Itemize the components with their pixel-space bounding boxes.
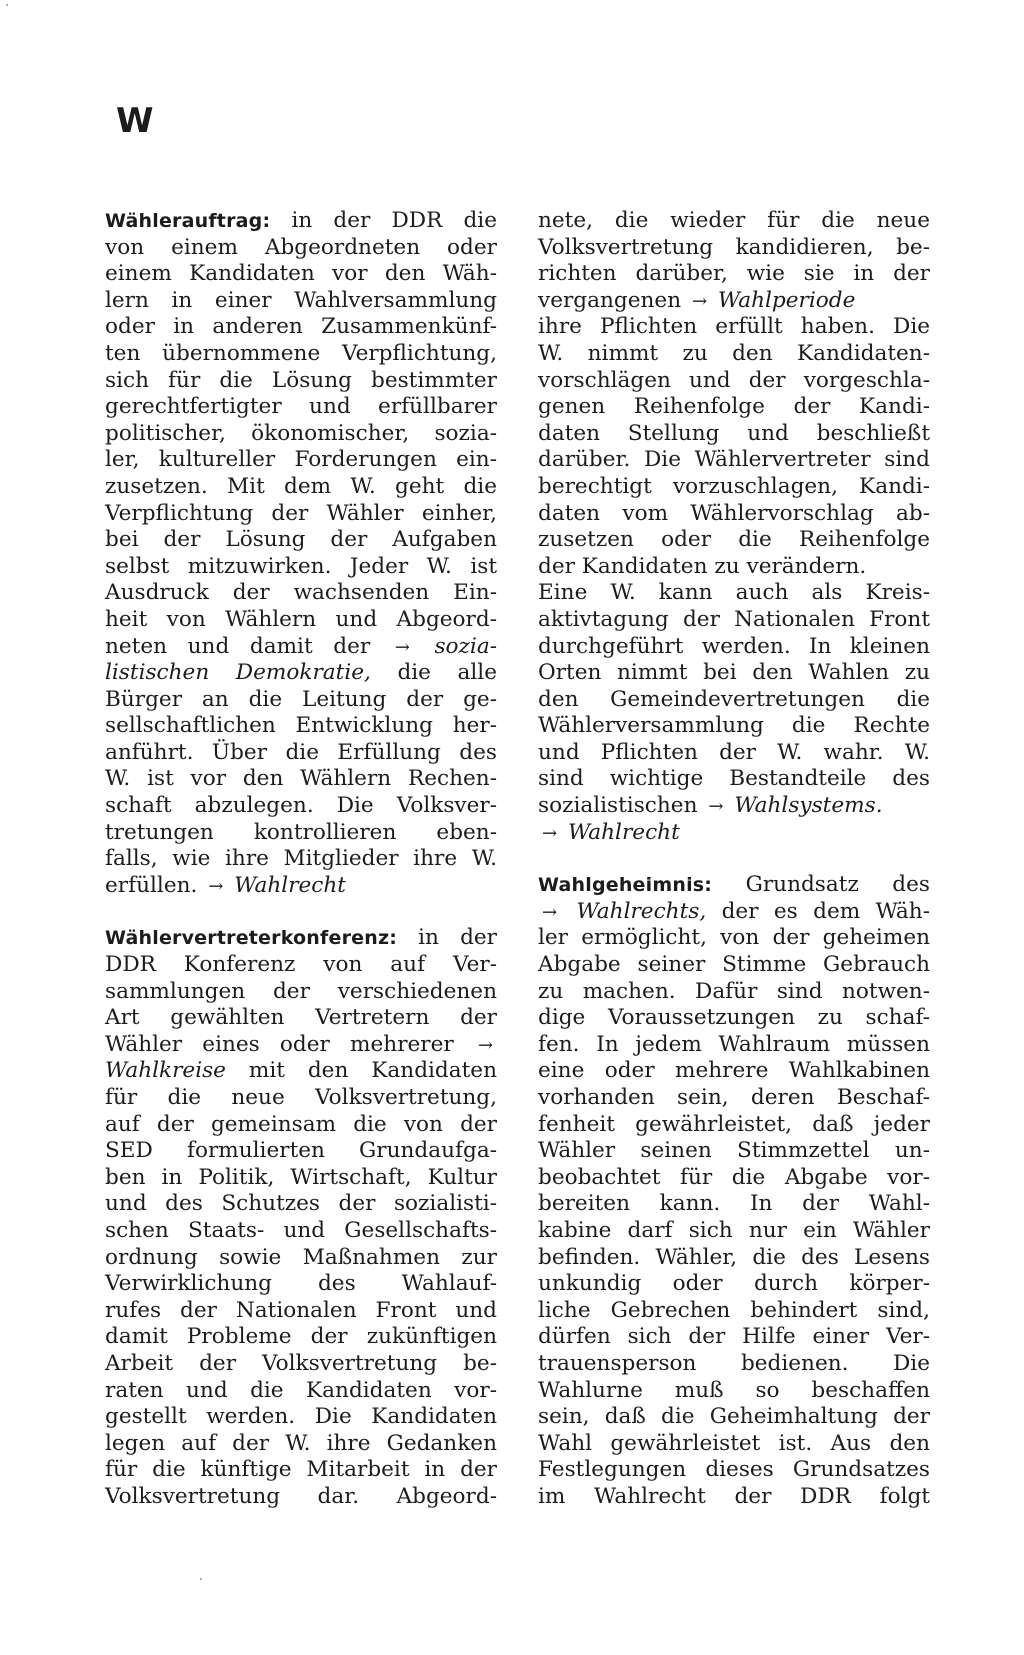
text-line [538, 368, 930, 395]
text-line [105, 341, 497, 368]
text-line [105, 740, 497, 767]
body-text: oder in anderen Zusammenkünf- [105, 314, 497, 340]
body-text: Ausdruck der wachsenden Ein- [105, 580, 497, 606]
body-text: der es dem Wäh- [706, 898, 930, 924]
right-text-column [538, 208, 930, 1511]
cross-reference-term: Wahlsystems. [727, 793, 883, 819]
body-text: anführt. Über die Erfüllung des [105, 739, 497, 765]
text-line [538, 1085, 930, 1112]
text-line [105, 1298, 497, 1325]
text-line [105, 1191, 497, 1218]
body-text: Bürger an die Leitung der ge- [105, 686, 497, 712]
text-line [105, 1005, 497, 1032]
text-line [538, 1324, 930, 1351]
body-text: ler, kultureller Forderungen ein- [105, 447, 497, 473]
text-line [538, 447, 930, 474]
body-text: legen auf der W. ihre Gedanken [105, 1430, 497, 1456]
body-text: daten vom Wählervorschlag ab- [538, 500, 930, 526]
text-line [105, 846, 497, 873]
text-line [105, 447, 497, 474]
body-text: für die neue Volksvertretung, [105, 1085, 497, 1110]
cross-reference-arrow-icon: → [208, 875, 224, 897]
body-text: im Wahlrecht der DDR folgt [538, 1483, 930, 1509]
body-text: ordnung sowie Maßnahmen zur [105, 1244, 497, 1270]
body-text: Festlegungen dieses Grundsatzes [538, 1457, 930, 1483]
body-text: vorschlägen und der vorgeschla- [538, 367, 930, 393]
text-line [105, 288, 497, 315]
text-line [538, 979, 930, 1006]
body-text: von einem Abgeordneten oder [105, 234, 497, 260]
body-text: zu machen. Dafür sind notwen- [538, 978, 930, 1004]
body-text: rufes der Nationalen Front und [105, 1297, 497, 1323]
cross-reference-term: listischen Demokratie, [105, 660, 371, 686]
text-line [105, 793, 497, 820]
body-text: Grundsatz des [712, 872, 930, 898]
text-line [538, 208, 930, 235]
text-line [105, 820, 497, 847]
body-text: und des Schutzes der sozialisti- [105, 1191, 497, 1217]
text-line [538, 1058, 930, 1085]
body-text: sellschaftlichen Entwicklung her- [105, 713, 497, 739]
text-line [538, 1005, 930, 1032]
text-line [538, 766, 930, 793]
body-text: dige Voraussetzungen zu schaf- [538, 1005, 930, 1031]
text-line [105, 501, 497, 528]
text-line [105, 1404, 497, 1431]
body-text: nete, die wieder für die neue [538, 208, 930, 233]
text-line [538, 1404, 930, 1431]
cross-reference-term: Wahlperiode [711, 287, 856, 313]
cross-reference-arrow-icon: → [542, 901, 558, 923]
body-text: Abgabe seiner Stimme Gebrauch [538, 952, 930, 978]
text-line [105, 208, 497, 235]
text-line [105, 314, 497, 341]
body-text: liche Gebrechen behindert sind, [538, 1297, 930, 1323]
text-line [105, 261, 497, 288]
body-text: lern in einer Wahlversammlung [105, 287, 497, 313]
body-text: ihre Pflichten erfüllt haben. Die [538, 314, 930, 340]
body-text: Wählerversammlung die Rechte [538, 713, 930, 739]
text-line [538, 660, 930, 687]
body-text: ten übernommene Verpflichtung, [105, 340, 497, 366]
text-line [105, 235, 497, 262]
text-line [538, 554, 930, 581]
text-line [105, 952, 497, 979]
body-text: durchgeführt werden. In kleinen [538, 633, 930, 659]
text-line [538, 899, 930, 926]
text-line [105, 1271, 497, 1298]
text-line [538, 235, 930, 262]
text-line [538, 1032, 930, 1059]
body-text: genen Reihenfolge der Kandi- [538, 394, 930, 420]
body-text: neten und damit der [105, 633, 391, 659]
body-text: sind wichtige Bestandteile des [538, 766, 930, 792]
text-line [105, 527, 497, 554]
text-line [538, 1218, 930, 1245]
text-line [105, 1484, 497, 1511]
body-text: Art gewählten Vertretern der [105, 1005, 497, 1031]
text-line [538, 580, 930, 607]
body-text: sich für die Lösung bestimmter [105, 367, 497, 393]
cross-reference-arrow-icon: → [394, 636, 410, 658]
text-line [538, 261, 930, 288]
text-line [538, 713, 930, 740]
body-text: SED formulierten Grundaufga- [105, 1138, 497, 1164]
text-line [105, 1138, 497, 1165]
text-line [105, 394, 497, 421]
body-text: trauensperson bedienen. Die [538, 1350, 930, 1376]
text-line [105, 660, 497, 687]
text-line [105, 1218, 497, 1245]
body-text: gestellt werden. Die Kandidaten [105, 1404, 497, 1430]
body-text: schaft abzulegen. Die Volksver- [105, 793, 497, 819]
text-line [105, 687, 497, 714]
body-text: vorhanden sein, deren Beschaf- [538, 1085, 930, 1110]
entry-gap [538, 846, 930, 872]
text-line [105, 1351, 497, 1378]
body-text: raten und die Kandidaten vor- [105, 1377, 497, 1403]
cross-reference-arrow-icon: → [708, 796, 724, 818]
body-text: Orten nimmt bei den Wahlen zu [538, 660, 930, 686]
body-text: tretungen kontrollieren eben- [105, 819, 497, 845]
body-text: eine oder mehrere Wahlkabinen [538, 1058, 930, 1084]
body-text: Verwirklichung des Wahlauf- [105, 1271, 497, 1297]
text-line [538, 1138, 930, 1165]
text-line [538, 872, 930, 899]
body-text: befinden. Wähler, die des Lesens [538, 1244, 930, 1270]
body-text: die alle [370, 660, 497, 686]
body-text: fenheit gewährleistet, daß jeder [538, 1111, 930, 1137]
text-line [105, 1165, 497, 1192]
body-text: in der DDR die [270, 208, 497, 233]
text-line [538, 501, 930, 528]
text-line [538, 474, 930, 501]
text-line [105, 1431, 497, 1458]
text-line [538, 952, 930, 979]
body-text: bereiten kann. In der Wahl- [538, 1191, 930, 1217]
entry-gap [105, 899, 497, 925]
text-line [105, 925, 497, 952]
body-text: den Gemeindevertretungen die [538, 686, 930, 712]
body-text: Wähler eines oder mehrerer [105, 1031, 474, 1057]
body-text: berechtigt vorzuschlagen, Kandi- [538, 473, 930, 499]
body-text: daten Stellung und beschließt [538, 420, 930, 446]
text-line [538, 925, 930, 952]
text-line [538, 740, 930, 767]
body-text: sozialistischen [538, 793, 705, 819]
cross-reference-term: sozia- [413, 633, 497, 659]
text-line [538, 1457, 930, 1484]
body-text: Eine W. kann auch als Kreis- [538, 580, 930, 606]
text-line [105, 1245, 497, 1272]
text-line [538, 1351, 930, 1378]
text-line [538, 1431, 930, 1458]
body-text: Arbeit der Volksvertretung be- [105, 1350, 497, 1376]
text-line [105, 1112, 497, 1139]
text-line [105, 713, 497, 740]
entry-headword: Wahlgeheimnis: [538, 874, 713, 897]
body-text: Verpflichtung der Wähler einher, [105, 500, 497, 526]
text-line [538, 394, 930, 421]
left-text-column [105, 208, 497, 1511]
body-text: fen. In jedem Wahlraum müssen [538, 1031, 930, 1057]
text-line [105, 607, 497, 634]
text-line [105, 1032, 497, 1059]
body-text: zusetzen oder die Reihenfolge [538, 527, 930, 553]
entry-headword: Wählerauftrag: [105, 210, 271, 232]
body-text: erfüllen. [105, 872, 205, 898]
print-speck [6, 4, 8, 6]
body-text: politischer, ökonomischer, sozia- [105, 420, 497, 446]
body-text: W. ist vor den Wählern Rechen- [105, 766, 497, 792]
text-line [538, 687, 930, 714]
body-text: richten darüber, wie sie in der [538, 261, 930, 287]
body-text: falls, wie ihre Mitglieder ihre W. [105, 846, 497, 872]
text-line [538, 1112, 930, 1139]
text-line [538, 1165, 930, 1192]
text-line [538, 607, 930, 634]
cross-reference-arrow-icon: → [477, 1034, 493, 1056]
body-text: einem Kandidaten vor den Wäh- [105, 261, 497, 287]
text-line [105, 1085, 497, 1112]
cross-reference-arrow-icon: → [542, 822, 558, 844]
body-text: sammlungen der verschiedenen [105, 978, 497, 1004]
body-text: darüber. Die Wählervertreter sind [538, 447, 930, 473]
text-line [538, 1271, 930, 1298]
body-text: bei der Lösung der Aufgaben [105, 527, 497, 553]
print-speck [200, 1578, 202, 1580]
text-line [105, 368, 497, 395]
body-text: vergangenen [538, 287, 688, 313]
text-line [538, 1298, 930, 1325]
body-text: mit den Kandidaten [225, 1058, 497, 1084]
body-text: Volksvertretung kandidieren, be- [538, 234, 930, 260]
body-text: schen Staats- und Gesellschafts- [105, 1217, 497, 1243]
body-text: damit Probleme der zukünftigen [105, 1324, 497, 1350]
body-text: in der [397, 925, 497, 951]
body-text: Wähler seinen Stimmzettel un- [538, 1138, 930, 1164]
section-letter-heading: W [116, 101, 154, 141]
body-text: selbst mitzuwirken. Jeder W. ist [105, 553, 497, 579]
text-line [538, 1378, 930, 1405]
body-text: der Kandidaten zu verändern. [538, 553, 867, 579]
cross-reference-term: Wahlrechts, [561, 898, 707, 924]
text-line [538, 421, 930, 448]
text-line [538, 527, 930, 554]
cross-reference-term: Wahlkreise [105, 1058, 226, 1084]
text-line [538, 793, 930, 820]
text-line [105, 1324, 497, 1351]
cross-reference-term: Wahlrecht [227, 872, 346, 898]
text-line [105, 979, 497, 1006]
text-line [538, 314, 930, 341]
body-text: gerechtfertigter und erfüllbarer [105, 394, 497, 420]
text-line [105, 873, 497, 900]
body-text: ler ermöglicht, von der geheimen [538, 925, 930, 951]
body-text: W. nimmt zu den Kandidaten- [538, 340, 930, 366]
body-text: beobachtet für die Abgabe vor- [538, 1164, 930, 1190]
text-line [105, 634, 497, 661]
body-text: DDR Konferenz von auf Ver- [105, 952, 497, 978]
text-line [105, 1457, 497, 1484]
text-line [105, 580, 497, 607]
body-text: dürfen sich der Hilfe einer Ver- [538, 1324, 930, 1350]
body-text: sein, daß die Geheimhaltung der [538, 1404, 930, 1430]
body-text: ben in Politik, Wirtschaft, Kultur [105, 1164, 497, 1190]
body-text: Wahlurne muß so beschaffen [538, 1377, 930, 1403]
text-line [105, 1378, 497, 1405]
text-line [105, 421, 497, 448]
text-line [105, 766, 497, 793]
body-text: unkundig oder durch körper- [538, 1271, 930, 1297]
body-text: Volksvertretung dar. Abgeord- [105, 1483, 497, 1509]
body-text: Wahl gewährleistet ist. Aus den [538, 1430, 930, 1456]
text-line [538, 1191, 930, 1218]
body-text: heit von Wählern und Abgeord- [105, 606, 497, 632]
text-line [538, 1245, 930, 1272]
text-line [538, 634, 930, 661]
cross-reference-term: Wahlrecht [561, 819, 680, 845]
text-line [105, 1058, 497, 1085]
text-line [538, 341, 930, 368]
body-text: zusetzen. Mit dem W. geht die [105, 473, 497, 499]
text-line [105, 474, 497, 501]
text-line [538, 288, 930, 315]
body-text: und Pflichten der W. wahr. W. [538, 739, 930, 765]
body-text: für die künftige Mitarbeit in der [105, 1457, 497, 1483]
body-text: kabine darf sich nur ein Wähler [538, 1217, 930, 1243]
text-line [538, 820, 930, 847]
text-line [538, 1484, 930, 1511]
entry-headword: Wählervertreterkonferenz: [105, 927, 398, 950]
cross-reference-arrow-icon: → [691, 290, 708, 312]
body-text: aktivtagung der Nationalen Front [538, 606, 930, 632]
text-line [105, 554, 497, 581]
body-text: auf der gemeinsam die von der [105, 1111, 497, 1137]
